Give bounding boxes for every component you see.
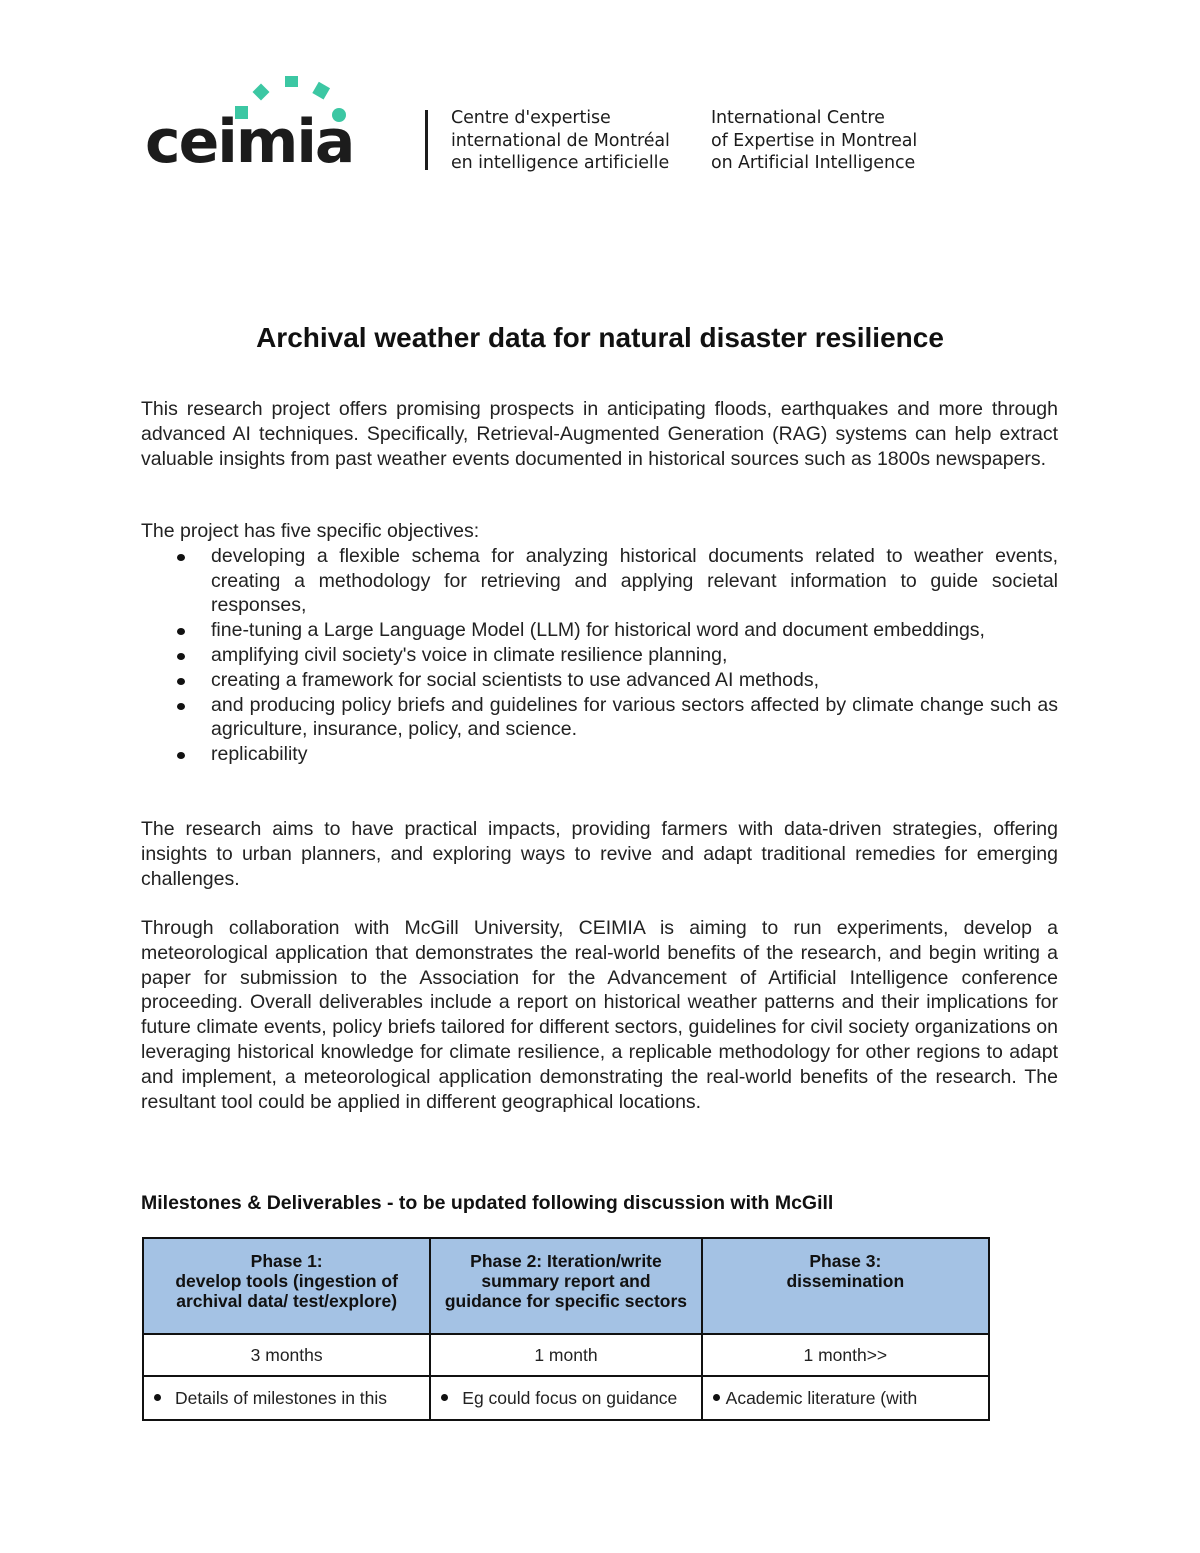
milestones-table — [142, 1237, 990, 1421]
duration-cell: 1 month>> — [702, 1334, 989, 1376]
objectives-section — [141, 519, 1058, 767]
bullet-icon — [713, 1394, 720, 1401]
org-name-line: international de Montréal — [451, 130, 670, 151]
bullet-icon — [154, 1394, 161, 1401]
page-header — [145, 72, 945, 177]
table-row — [143, 1376, 989, 1420]
bullet-icon — [177, 628, 185, 635]
org-name-line: en intelligence artificielle — [451, 153, 670, 173]
phase-header-cell — [143, 1238, 430, 1334]
bullet-icon — [177, 678, 185, 685]
table-row — [143, 1334, 989, 1376]
org-name-line: International Centre — [711, 108, 885, 128]
phase-title-line: archival data/ test/explore) — [176, 1291, 398, 1311]
objective-text: developing a flexible schema for analyzing historical documents related to weather events, creating a methodology for retrieving and applying relevant information to guide societal responses, — [211, 544, 1058, 617]
org-name-line: of Expertise in Montreal — [711, 130, 918, 151]
org-name-line: on Artificial Intelligence — [711, 153, 916, 173]
phase-title-line: Phase 2: Iteration/write — [470, 1251, 662, 1271]
phase-title-line: summary report and — [481, 1271, 651, 1291]
detail-text: Details of milestones in this — [175, 1387, 388, 1408]
phase-title-line: Phase 1: — [250, 1251, 323, 1271]
milestones-heading: Milestones & Deliverables - to be updated following discussion with McGill — [141, 1192, 834, 1214]
ceimia-logo — [145, 72, 405, 177]
list-item — [211, 693, 1058, 743]
objective-text: and producing policy briefs and guidelines for various sectors affected by climate change such as agriculture, insurance, policy, and science. — [211, 693, 1058, 741]
objective-text: creating a framework for social scientists to use advanced AI methods, — [211, 668, 820, 691]
duration-cell: 1 month — [430, 1334, 701, 1376]
objectives-lead: The project has five specific objectives: — [141, 520, 480, 542]
header-divider — [425, 110, 428, 170]
phase-title-line: develop tools (ingestion of — [175, 1271, 398, 1291]
logo-wordmark: ceimia — [145, 107, 354, 177]
bullet-icon — [177, 703, 185, 710]
objective-text: replicability — [211, 743, 308, 766]
duration-cell: 3 months — [143, 1334, 430, 1376]
org-name-line: Centre d'expertise — [451, 108, 611, 128]
phase-title-line: Phase 3: — [809, 1251, 882, 1271]
list-item — [211, 544, 1058, 618]
objectives-list — [141, 544, 1058, 767]
table-header-row — [143, 1238, 989, 1334]
impact-paragraph: The research aims to have practical impacts, providing farmers with data-driven strategies, offering insights to urban planners, and exploring ways to revive and adapt traditional remedies for emerging challenges. — [141, 818, 1058, 890]
org-name-french — [451, 107, 670, 175]
bullet-icon — [441, 1394, 448, 1401]
collaboration-paragraph: Through collaboration with McGill University, CEIMIA is aiming to run experiments, develop a meteorological application that demonstrates the real-world benefits of the research, and begin writing a paper for submission to the Association for the Advancement of Artificial Intelligence conference proceeding. Overall deliverables include a report on historical weather patterns and their implications for future climate events, policy briefs tailored for different sectors, guidelines for civil society organizations on leveraging historical knowledge for climate resilience, a replicable methodology for other regions to adapt and implement, a meteorological application demonstrating the real-world benefits of the research. The resultant tool could be applied in different geographical locations. — [141, 917, 1058, 1113]
list-item — [211, 668, 1058, 693]
phase-header-cell — [430, 1238, 701, 1334]
list-item — [211, 643, 1058, 668]
detail-cell — [430, 1376, 701, 1420]
objective-text: fine-tuning a Large Language Model (LLM) for historical word and document embeddings, — [211, 619, 985, 642]
phase-header-cell — [702, 1238, 989, 1334]
detail-cell — [143, 1376, 430, 1420]
phase-title-line: guidance for specific sectors — [444, 1291, 688, 1311]
bullet-icon — [177, 653, 185, 660]
list-item — [211, 742, 1058, 767]
list-item — [211, 618, 1058, 643]
intro-paragraph: This research project offers promising prospects in anticipating floods, earthquakes and more through advanced AI techniques. Specifically, Retrieval-Augmented Generation (RAG) systems can help extract valuable insights from past weather events documented in historical sources such as 1800s newspapers. — [141, 398, 1058, 470]
document-title: Archival weather data for natural disaster resilience — [256, 322, 944, 353]
detail-text: Eg could focus on guidance — [462, 1387, 678, 1408]
org-name-english — [711, 107, 917, 175]
phase-title-line: dissemination — [786, 1271, 905, 1291]
bullet-icon — [177, 752, 185, 759]
detail-text: Academic literature (with — [725, 1387, 918, 1408]
objective-text: amplifying civil society's voice in climate resilience planning, — [211, 643, 728, 666]
bullet-icon — [177, 554, 185, 561]
detail-cell — [702, 1376, 989, 1420]
